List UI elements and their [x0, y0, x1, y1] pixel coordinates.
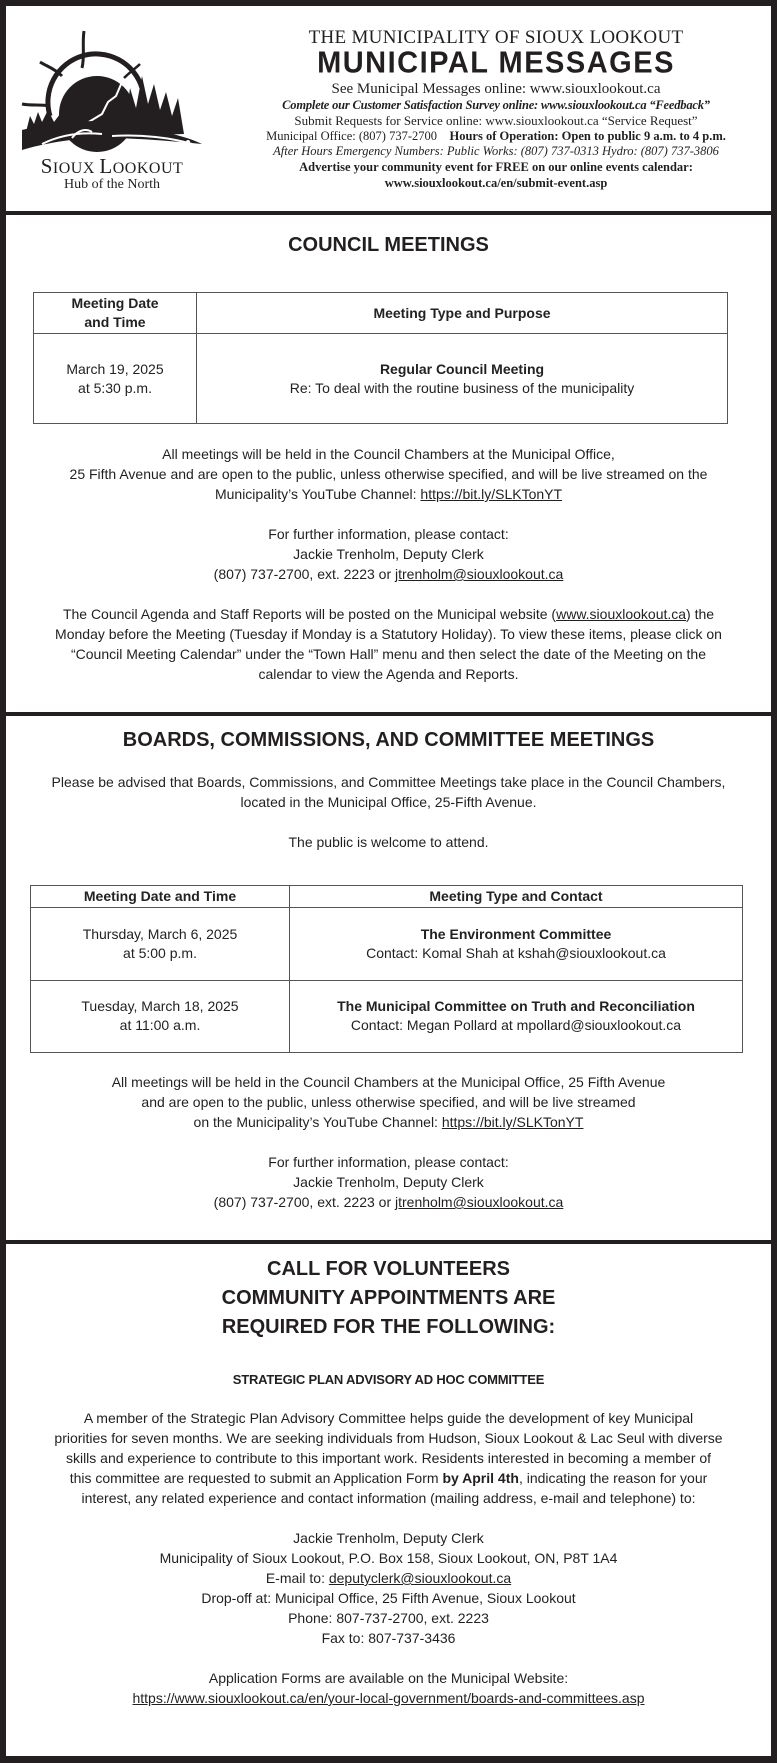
youtube-channel-link[interactable]: https://bit.ly/SLKTonYT [441, 1114, 584, 1130]
section-divider [0, 1240, 777, 1244]
deputy-clerk-email-link[interactable]: deputyclerk@siouxlookout.ca [328, 1570, 512, 1586]
survey-line: Complete our Customer Satisfaction Survey online: www.siouxlookout.ca “Feedback” [282, 98, 710, 112]
council-notice: All meetings will be held in the Council Chambers at the Municipal Office, 25 Fifth Avenue and are open to the public, unless otherwise specified, and will be live streamed on the Municipality’s YouTube Channel: https://bit.ly/SLKTonYT For further information, please contact: Jackie Trenholm, Deputy Clerk (807) 737-2700, ext. 2223 or jtrenholm@siouxlookout.ca The Council Agenda and Staff Reports will be posted on the Municipal website (www.siouxlookout.ca) the Monday before the Meeting (Tuesday if Monday is a Statutory Holiday). To view these items, please click on “Council Meeting Calendar” under the “Town Hall” menu and then select the date of the Meeting on the calendar to view the Agenda and Reports. [55, 446, 722, 682]
council-meetings-section [6, 233, 771, 257]
events-calendar-line: Advertise your community event for FREE on our online events calendar: [299, 160, 693, 174]
boards-notice: All meetings will be held in the Council Chambers at the Municipal Office, 25 Fifth Avenue and are open to the public, unless otherwise specified, and will be live streamed on the Municipality’s YouTube Channel: https://bit.ly/SLKTonYT For further information, please contact: Jackie Trenholm, Deputy Clerk (807) 737-2700, ext. 2223 or jtrenholm@siouxlookout.ca [111, 1074, 666, 1210]
contact-email-link[interactable]: jtrenholm@siouxlookout.ca [395, 1194, 564, 1210]
publication-title: MUNICIPAL MESSAGES [317, 46, 675, 80]
submit-event-link[interactable]: www.siouxlookout.ca/en/submit-event.asp [384, 176, 608, 190]
table-row [34, 334, 728, 424]
emergency-numbers-line: After Hours Emergency Numbers: Public Works: (807) 737-0313 Hydro: (807) 737-3806 [273, 144, 719, 158]
meeting-type-cell: Regular Council Meeting Re: To deal with the routine business of the municipality [197, 334, 728, 424]
boards-title: BOARDS, COMMISSIONS, AND COMMITTEE MEETINGS [122, 729, 655, 751]
table-header-row [31, 886, 743, 908]
youtube-channel-link[interactable]: https://bit.ly/SLKTonYT [420, 486, 563, 502]
sun-trees-fish-logo-icon [12, 26, 212, 156]
logo-tagline: Hub of the North [63, 177, 161, 192]
office-hours-line: Municipal Office: (807) 737-2700 Hours of Operation: Open to public 9 a.m. to 4 p.m. [266, 129, 726, 143]
online-messages-line: See Municipal Messages online: www.siouxlookout.ca [331, 81, 661, 97]
municipality-name: THE MUNICIPALITY OF SIOUX LOOKOUT [308, 27, 684, 48]
section-divider [0, 211, 777, 215]
contact-email-link[interactable]: jtrenholm@siouxlookout.ca [395, 566, 564, 582]
table-row [31, 908, 743, 981]
meeting-type-cell: The Environment Committee Contact: Komal Shah at kshah@siouxlookout.ca [290, 908, 743, 981]
masthead [6, 6, 771, 211]
application-forms-link[interactable]: https://www.siouxlookout.ca/en/your-local-government/boards-and-committees.asp [132, 1690, 645, 1706]
boards-meetings-table [30, 885, 743, 1053]
committee-title: STRATEGIC PLAN ADVISORY AD HOC COMMITTEE [232, 1372, 545, 1387]
masthead-text [221, 28, 771, 191]
meeting-date-cell: Tuesday, March 18, 2025 at 11:00 a.m. [31, 980, 290, 1053]
table-header-row [34, 293, 728, 334]
col-header-type: Meeting Type and Purpose [197, 293, 728, 334]
boards-section: BOARDS, COMMISSIONS, AND COMMITTEE MEETINGS Please be advised that Boards, Commissions, and Committee Meetings take place in the Council Chambers, located in the Municipal Office, 25-Fifth Avenue. The public is welcome to attend. [6, 728, 771, 852]
service-request-line: Submit Requests for Service online: www.siouxlookout.ca “Service Request” [294, 113, 698, 128]
meeting-date-cell: March 19, 2025 at 5:30 p.m. [34, 334, 197, 424]
col-header-date: Meeting Date and Time [31, 886, 290, 908]
col-header-date: Meeting Date and Time [34, 293, 197, 334]
council-meetings-title: COUNCIL MEETINGS [288, 234, 489, 256]
municipal-website-link[interactable]: www.siouxlookout.ca [556, 606, 687, 622]
deadline: by April 4th [442, 1470, 519, 1486]
table-row [31, 980, 743, 1053]
volunteers-section: CALL FOR VOLUNTEERS COMMUNITY APPOINTMENTS ARE REQUIRED FOR THE FOLLOWING: STRATEGIC PLAN ADVISORY AD HOC COMMITTEE A member of the Strategic Plan Advisory Committee helps guide the development of key Municipal priorities for seven months. We are seeking individuals from Hudson, Sioux Lookout & Lac Seul with diverse skills and experience to contribute to this important work. Residents interested in becoming a member of this committee are requested to submit an Application Form by April 4th, indicating the reason for your interest, any related experience and contact information (mailing address, e-mail and telephone) to: Jackie Trenholm, Deputy Clerk Municipality of Sioux Lookout, P.O. Box 158, Sioux Lookout, ON, P8T 1A4 E-mail to: deputyclerk@siouxlookout.ca Drop-off at: Municipal Office, 25 Fifth Avenue, Sioux Lookout Phone: 807-737-2700, ext. 2223 Fax to: 807-737-3436 Application Forms are available on the Municipal Website: https://www.siouxlookout.ca/en/your-local-government/boards-and-committees.asp [6, 1255, 771, 1708]
logo-wordmark: SIOUX LOOKOUT [40, 154, 184, 178]
meeting-type-cell: The Municipal Committee on Truth and Reconciliation Contact: Megan Pollard at mpollard@siouxlookout.ca [290, 980, 743, 1053]
section-divider [0, 712, 777, 716]
col-header-type: Meeting Type and Contact [290, 886, 743, 908]
meeting-date-cell: Thursday, March 6, 2025 at 5:00 p.m. [31, 908, 290, 981]
council-meetings-table [33, 292, 728, 424]
